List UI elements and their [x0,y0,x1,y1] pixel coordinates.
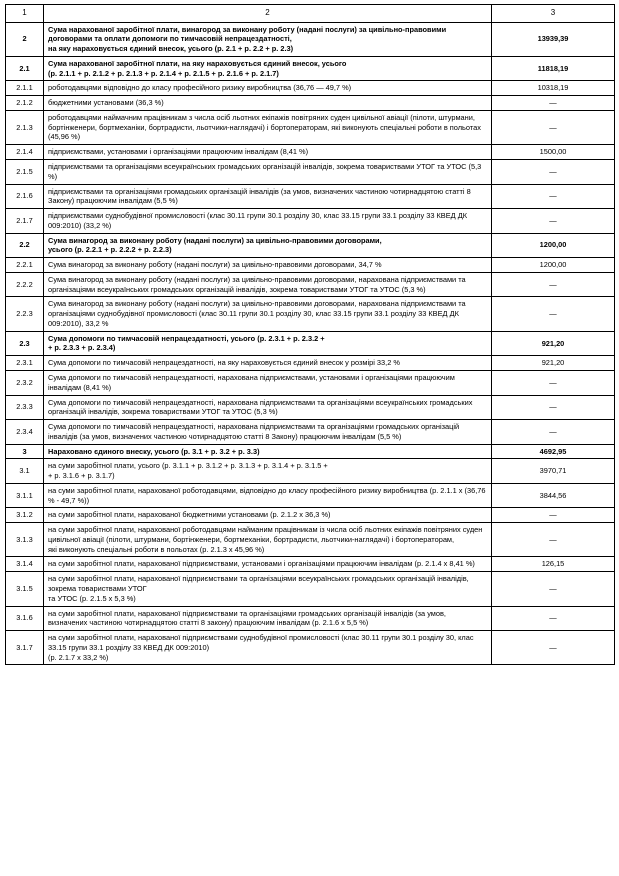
table-row [6,631,615,665]
row-number-cell: 2.1.3 [6,110,44,144]
row-description-cell: Сума нарахованої заробітної плати, на яку нараховується єдиний внесок, усього (р. 2.1.1 + р. 2.1.2 + р. 2.1.3 + р. 2.1.4 + р. 2.1.5 + р. 2.1.6 + р. 2.1.7) [44,56,492,81]
row-number-cell: 2.1.7 [6,209,44,234]
table-row [6,420,615,445]
row-number-cell: 2.3.2 [6,370,44,395]
row-value-cell: — [492,523,615,557]
column-header-1: 1 [6,5,44,23]
table-row [6,370,615,395]
row-description-cell: роботодавцями наймачним працівникам з числа осіб льотних екіпажів повітряних суден цивільної авіації (пілоти, штурмани, бортінженери, бортмеханіки, бортрадисти, льотчики-наглядачі) і бортоператорам, які виконують спеціальні роботи в польотах (45,96 %) [44,110,492,144]
row-value-cell: 10318,19 [492,81,615,96]
row-description-cell: Сума нарахованої заробітної плати, винагород за виконану роботу (надані послуги) за цивільно-правовими договорами та оплати допомоги по тимчасовій непрацездатності, на яку нараховується єдиний внесок, усього (р. 2.1 + р. 2.2 + р. 2.3) [44,22,492,56]
single-contribution-report-table [5,4,615,665]
row-description-cell: роботодавцями відповідно до класу професійного ризику виробництва (36,76 — 49,7 %) [44,81,492,96]
table-row [6,96,615,111]
row-value-cell: — [492,395,615,420]
table-row [6,209,615,234]
table-row [6,444,615,459]
row-description-cell: на суми заробітної плати, нарахованої роботодавцями найманим працівникам із числа осіб льотних екіпажів повітряних суден цивільної авіації (пілоти, штурмани, бортінженери, бортмеханіки, бортрадисти, льотчики-наглядачі) і бортоператорам, які виконують спеціальні роботи в польотах (р. 2.1.3 х 45,96 %) [44,523,492,557]
row-number-cell: 2.1.5 [6,159,44,184]
row-description-cell: Сума допомоги по тимчасовій непрацездатності, нарахована підприємствами, установами і організаціями працюючим інвалідам (8,41 %) [44,370,492,395]
row-description-cell: бюджетними установами (36,3 %) [44,96,492,111]
row-description-cell: на суми заробітної плати, нарахованої підприємствами та організаціями громадських організацій інвалідів (за умов, визначених частиною чотирнадцятою статті 8 закону) працюючим інвалідам (р. 2.1.6 х 5,5 %) [44,606,492,631]
column-header-3: 3 [492,5,615,23]
row-description-cell: на суми заробітної плати, усього (р. 3.1.1 + р. 3.1.2 + р. 3.1.3 + р. 3.1.4 + р. 3.1.5 + + р. 3.1.6 + р. 3.1.7) [44,459,492,484]
row-value-cell: 13939,39 [492,22,615,56]
row-description-cell: на суми заробітної плати, нарахованої роботодавцями, відповідно до класу професійного ризику виробництва (р. 2.1.1 х (36,76 % - 49,7 %)) [44,483,492,508]
table-row [6,459,615,484]
row-value-cell: — [492,606,615,631]
row-number-cell: 2 [6,22,44,56]
table-row [6,159,615,184]
row-number-cell: 2.3.4 [6,420,44,445]
table-row [6,395,615,420]
table-row [6,56,615,81]
table-row [6,606,615,631]
row-number-cell: 2.1.6 [6,184,44,209]
row-description-cell: Сума винагород за виконану роботу (надані послуги) за цивільно-правовими договорами, нарахована підприємствами та організаціями всеукраїнських громадських організацій інвалідів, зокрема товариствами УТОГ та УТОС (5,3 %) [44,272,492,297]
row-description-cell: на суми заробітної плати, нарахованої підприємствами суднобудівної промисловості (клас 30.11 групи 30.1 розділу 30, клас 33.15 групи 33.1 розділу 33 КВЕД ДК 009:2010) (р. 2.1.7 х 33,2 %) [44,631,492,665]
row-number-cell: 3.1.1 [6,483,44,508]
row-number-cell: 2.1.2 [6,96,44,111]
row-description-cell: підприємствами, установами і організаціями працюючим інвалідам (8,41 %) [44,145,492,160]
row-number-cell: 3.1.3 [6,523,44,557]
table-row [6,572,615,606]
row-description-cell: Сума винагород за виконану роботу (надані послуги) за цивільно-правовими договорами, усього (р. 2.2.1 + р. 2.2.2 + р. 2.2.3) [44,233,492,258]
row-value-cell: 11818,19 [492,56,615,81]
row-description-cell: Сума винагород за виконану роботу (надані послуги) за цивільно-правовими договорами, нарахована підприємствами та організаціями суднобудівної промисловості (клас 30.11 групи 30.1 розділу 30, клас 33.15 групи 33.1 розділу 33 КВЕД ДК 009:2010), 33,2 % [44,297,492,331]
row-value-cell: — [492,184,615,209]
row-value-cell: 3970,71 [492,459,615,484]
table-row [6,356,615,371]
row-description-cell: підприємствами суднобудівної промисловості (клас 30.11 групи 30.1 розділу 30, клас 33.15 групи 33.1 розділу 33 КВЕД ДК 009:2010) (33,2 %) [44,209,492,234]
row-value-cell: — [492,631,615,665]
table-header-row [6,5,615,23]
row-number-cell: 2.2.2 [6,272,44,297]
row-description-cell: Сума допомоги по тимчасовій непрацездатності, нарахована підприємствами та організаціями громадських організацій інвалідів (за умов, визначених частиною чотирнадцятою статті 8 Закону) працюючим інвалідам (5,5 %) [44,420,492,445]
row-value-cell: — [492,209,615,234]
row-number-cell: 2.1.1 [6,81,44,96]
row-value-cell: — [492,110,615,144]
column-header-2: 2 [44,5,492,23]
row-number-cell: 3.1 [6,459,44,484]
row-number-cell: 2.2 [6,233,44,258]
row-value-cell: — [492,508,615,523]
row-value-cell: 1500,00 [492,145,615,160]
table-row [6,110,615,144]
table-row [6,81,615,96]
table-row [6,483,615,508]
row-number-cell: 3.1.4 [6,557,44,572]
row-number-cell: 2.2.3 [6,297,44,331]
row-description-cell: Сума допомоги по тимчасовій непрацездатності, нарахована підприємствами та організаціями всеукраїнських громадських організацій інвалідів, зокрема товариствами УТОГ та УТОС (5,3 %) [44,395,492,420]
row-value-cell: — [492,572,615,606]
row-value-cell: — [492,370,615,395]
row-description-cell: Сума допомоги по тимчасовій непрацездатності, на яку нараховується єдиний внесок у розмірі 33,2 % [44,356,492,371]
row-number-cell: 3.1.2 [6,508,44,523]
row-description-cell: підприємствами та організаціями всеукраїнських громадських організацій інвалідів, зокрема товариствами УТОГ та УТОС (5,3 %) [44,159,492,184]
row-description-cell: на суми заробітної плати, нарахованої бюджетними установами (р. 2.1.2 х 36,3 %) [44,508,492,523]
row-number-cell: 3.1.6 [6,606,44,631]
row-value-cell: 1200,00 [492,233,615,258]
table-row [6,557,615,572]
row-number-cell: 2.1.4 [6,145,44,160]
table-row [6,331,615,356]
row-number-cell: 3.1.7 [6,631,44,665]
table-row [6,233,615,258]
row-value-cell: — [492,159,615,184]
row-value-cell: 4692,95 [492,444,615,459]
table-row [6,523,615,557]
table-body [6,5,615,665]
row-description-cell: Нараховано єдиного внеску, усього (р. 3.1 + р. 3.2 + р. 3.3) [44,444,492,459]
row-value-cell: — [492,297,615,331]
row-value-cell: 1200,00 [492,258,615,273]
row-number-cell: 2.1 [6,56,44,81]
row-value-cell: 3844,56 [492,483,615,508]
row-description-cell: підприємствами та організаціями громадських організацій інвалідів (за умов, визначених частиною чотирнадцятою статті 8 Закону) працюючим інвалідам (5,5 %) [44,184,492,209]
row-description-cell: на суми заробітної плати, нарахованої підприємствами та організаціями всеукраїнських громадських організацій інвалідів, зокрема товариствами УТОГ та УТОС (р. 2.1.5 х 5,3 %) [44,572,492,606]
row-value-cell: — [492,420,615,445]
row-number-cell: 3 [6,444,44,459]
row-number-cell: 3.1.5 [6,572,44,606]
table-row [6,22,615,56]
table-row [6,508,615,523]
row-description-cell: на суми заробітної плати, нарахованої підприємствами, установами і організаціями працюючим інвалідам (р. 2.1.4 х 8,41 %) [44,557,492,572]
row-value-cell: — [492,96,615,111]
table-row [6,145,615,160]
table-row [6,184,615,209]
table-row [6,297,615,331]
row-number-cell: 2.3 [6,331,44,356]
row-value-cell: 921,20 [492,356,615,371]
row-description-cell: Сума винагород за виконану роботу (надані послуги) за цивільно-правовими договорами, 34,7 % [44,258,492,273]
row-description-cell: Сума допомоги по тимчасовій непрацездатності, усього (р. 2.3.1 + р. 2.3.2 + + р. 2.3.3 + р. 2.3.4) [44,331,492,356]
row-value-cell: — [492,272,615,297]
row-number-cell: 2.3.3 [6,395,44,420]
row-value-cell: 126,15 [492,557,615,572]
row-number-cell: 2.2.1 [6,258,44,273]
row-number-cell: 2.3.1 [6,356,44,371]
row-value-cell: 921,20 [492,331,615,356]
table-row [6,272,615,297]
table-row [6,258,615,273]
